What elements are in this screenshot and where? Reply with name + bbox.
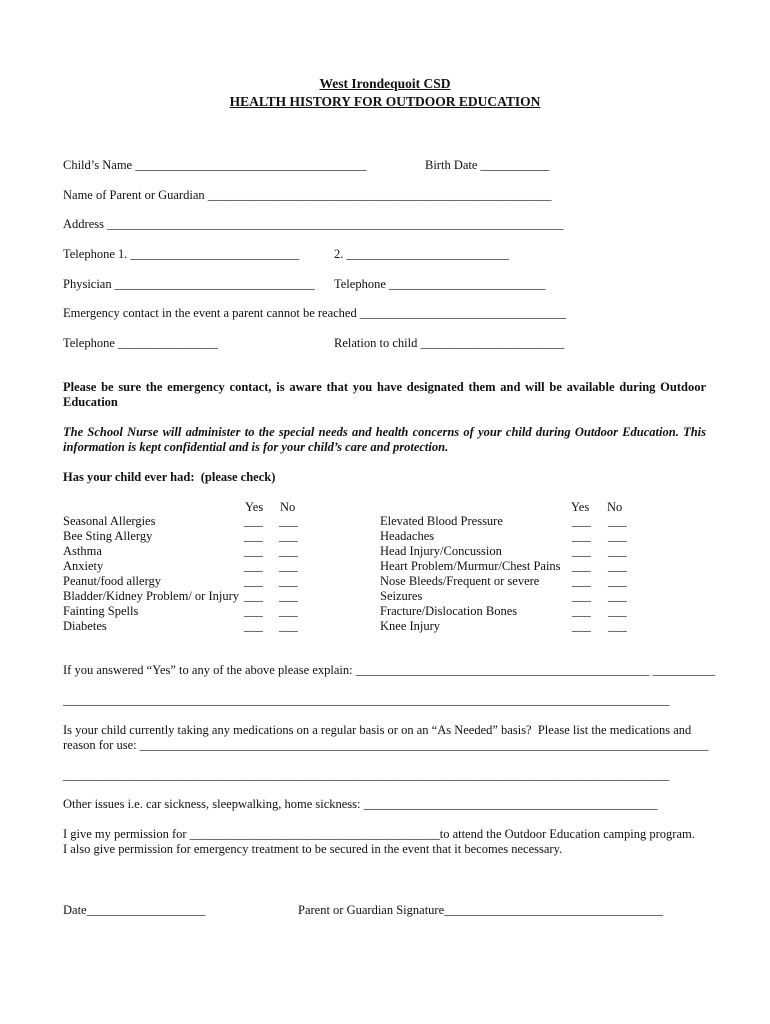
other-issues-field[interactable]: Other issues i.e. car sickness, sleepwalking, home sickness: _______________________________________________ [63,797,658,811]
no-checkbox-blank[interactable]: ___ [608,529,627,543]
yes-checkbox-blank[interactable]: ___ [244,559,263,573]
yes-checkbox-blank[interactable]: ___ [572,604,591,618]
yes-column-header: Yes [571,500,590,514]
no-checkbox-blank[interactable]: ___ [608,544,627,558]
emergency-telephone-field[interactable]: Telephone ________________ [63,336,219,350]
yes-checkbox-blank[interactable]: ___ [244,604,263,618]
condition-label: Bee Sting Allergy [63,529,153,543]
form-title: HEALTH HISTORY FOR OUTDOOR EDUCATION [229,94,541,109]
yes-checkbox-blank[interactable]: ___ [244,529,263,543]
relation-field[interactable]: Relation to child _______________________ [334,336,565,350]
emergency-note: Please be sure the emergency contact, is aware that you have designated them and will be available during Outdoor Education [63,380,706,409]
checklist-heading: Has your child ever had: (please check) [63,470,276,484]
condition-label: Fracture/Dislocation Bones [380,604,518,618]
condition-label: Heart Problem/Murmur/Chest Pains [380,559,561,573]
condition-label: Diabetes [63,619,107,633]
childs-name-field[interactable]: Child’s Name _____________________________________ [63,158,367,172]
yes-checkbox-blank[interactable]: ___ [244,619,263,633]
yes-checkbox-blank[interactable]: ___ [572,574,591,588]
condition-label: Seizures [380,589,423,603]
yes-checkbox-blank[interactable]: ___ [572,514,591,528]
no-checkbox-blank[interactable]: ___ [608,514,627,528]
permission-statement[interactable]: I give my permission for ________________________________________to attend the Outdoor Education camping program. [63,827,695,841]
birth-date-field[interactable]: Birth Date ___________ [425,158,550,172]
yes-checkbox-blank[interactable]: ___ [572,559,591,573]
yes-checkbox-blank[interactable]: ___ [572,544,591,558]
emergency-treatment-statement: I also give permission for emergency treatment to be secured in the event that it becomes necessary. [63,842,563,856]
condition-label: Head Injury/Concussion [380,544,502,558]
nurse-note: The School Nurse will administer to the special needs and health concerns of your child during Outdoor Education. This information is kept confidential and is for your child’s care and protection. [63,425,706,454]
condition-label: Peanut/food allergy [63,574,162,588]
parent-name-field[interactable]: Name of Parent or Guardian _______________________________________________________ [63,188,552,202]
physician-telephone-field[interactable]: Telephone _________________________ [334,277,546,291]
medications-answer-line[interactable]: _________________________________________________________________________________________________ [63,768,670,782]
explain-answer-line[interactable]: _________________________________________________________________________________________________ [63,693,670,707]
condition-label: Seasonal Allergies [63,514,156,528]
parent-signature-field[interactable]: Parent or Guardian Signature___________________________________ [298,903,663,917]
condition-label: Headaches [380,529,435,543]
medications-field[interactable]: reason for use: ___________________________________________________________________________________________ [63,738,709,752]
address-field[interactable]: Address _________________________________________________________________________ [63,217,564,231]
yes-checkbox-blank[interactable]: ___ [244,574,263,588]
yes-checkbox-blank[interactable]: ___ [244,514,263,528]
explain-question[interactable]: If you answered “Yes” to any of the above please explain: _______________________________________________ __________ [63,663,716,677]
no-checkbox-blank[interactable]: ___ [608,589,627,603]
yes-checkbox-blank[interactable]: ___ [244,589,263,603]
yes-checkbox-blank[interactable]: ___ [244,544,263,558]
no-checkbox-blank[interactable]: ___ [279,529,298,543]
telephone-2-field[interactable]: 2. __________________________ [334,247,509,261]
date-field[interactable]: Date___________________ [63,903,206,917]
yes-column-header: Yes [245,500,264,514]
condition-label: Elevated Blood Pressure [380,514,503,528]
condition-label: Fainting Spells [63,604,139,618]
no-checkbox-blank[interactable]: ___ [279,589,298,603]
yes-checkbox-blank[interactable]: ___ [572,589,591,603]
condition-label: Bladder/Kidney Problem/ or Injury [63,589,240,603]
no-column-header: No [607,500,623,514]
yes-checkbox-blank[interactable]: ___ [572,619,591,633]
no-checkbox-blank[interactable]: ___ [608,574,627,588]
no-checkbox-blank[interactable]: ___ [279,514,298,528]
telephone-1-field[interactable]: Telephone 1. ___________________________ [63,247,300,261]
no-checkbox-blank[interactable]: ___ [279,544,298,558]
yes-checkbox-blank[interactable]: ___ [572,529,591,543]
physician-field[interactable]: Physician ________________________________ [63,277,315,291]
district-title: West Irondequoit CSD [319,76,451,91]
no-checkbox-blank[interactable]: ___ [608,559,627,573]
medications-question: Is your child currently taking any medications on a regular basis or on an “As Needed” basis? Please list the medications and [63,723,692,737]
condition-label: Nose Bleeds/Frequent or severe [380,574,540,588]
condition-label: Knee Injury [380,619,441,633]
no-checkbox-blank[interactable]: ___ [279,574,298,588]
condition-label: Anxiety [63,559,104,573]
no-checkbox-blank[interactable]: ___ [608,604,627,618]
no-checkbox-blank[interactable]: ___ [279,604,298,618]
no-checkbox-blank[interactable]: ___ [279,619,298,633]
no-column-header: No [280,500,296,514]
emergency-contact-field[interactable]: Emergency contact in the event a parent cannot be reached _________________________________ [63,306,567,320]
condition-label: Asthma [63,544,102,558]
no-checkbox-blank[interactable]: ___ [608,619,627,633]
no-checkbox-blank[interactable]: ___ [279,559,298,573]
